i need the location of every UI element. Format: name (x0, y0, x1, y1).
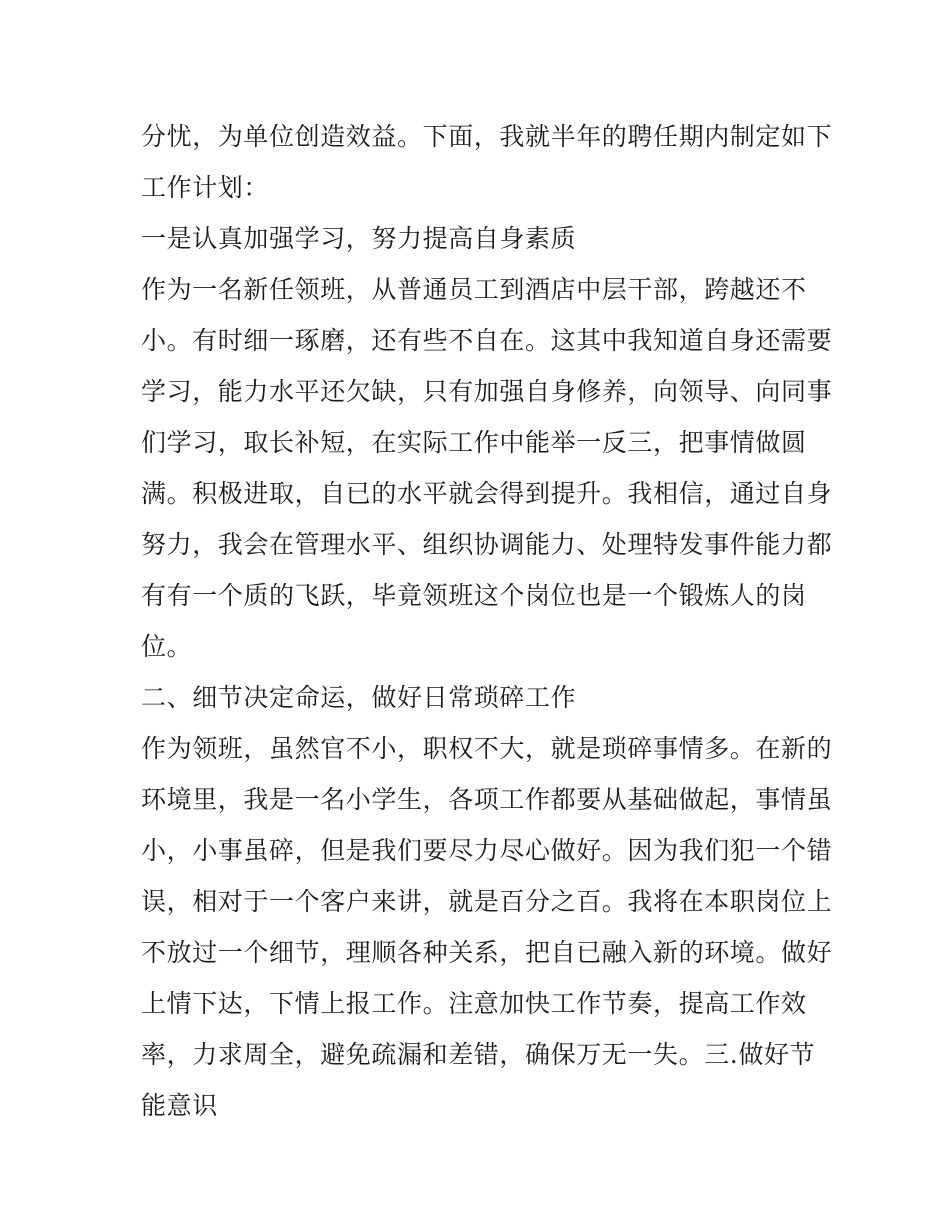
section-heading: 一是认真加强学习，努力提高自身素质 (141, 224, 577, 253)
text-line: 分忧，为单位创造效益。下面，我就半年的聘任期内制定如下 (141, 122, 833, 151)
text-line: 作为领班，虽然官不小，职权不大，就是琐碎事情多。在新的 (141, 734, 833, 763)
text-line: 位。 (141, 632, 193, 661)
text-line: 有有一个质的飞跃，毕竟领班这个岗位也是一个锻炼人的岗 (141, 581, 807, 610)
text-line: 不放过一个细节，理顺各种关系，把自已融入新的环境。做好 (141, 938, 833, 967)
text-line: 工作计划： (141, 173, 270, 202)
text-line: 能意识 (141, 1091, 218, 1120)
text-line: 环境里，我是一名小学生，各项工作都要从基础做起，事情虽 (141, 785, 833, 814)
text-line: 们学习，取长补短，在实际工作中能举一反三，把事情做圆 (141, 428, 807, 457)
text-line: 小，小事虽碎，但是我们要尽力尽心做好。因为我们犯一个错 (141, 836, 833, 865)
document-body (141, 111, 833, 1131)
text-line: 率，力求周全，避免疏漏和差错，确保万无一失。三.做好节 (141, 1040, 816, 1069)
text-line: 小。有时细一琢磨，还有些不自在。这其中我知道自身还需要 (141, 326, 833, 355)
text-line: 误，相对于一个客户来讲，就是百分之百。我将在本职岗位上 (141, 887, 833, 916)
text-line: 学习，能力水平还欠缺，只有加强自身修养，向领导、向同事 (141, 377, 833, 406)
text-line: 努力，我会在管理水平、组织协调能力、处理特发事件能力都 (141, 530, 833, 559)
text-line: 上情下达，下情上报工作。注意加快工作节奏，提高工作效 (141, 989, 807, 1018)
section-heading: 二、细节决定命运，做好日常琐碎工作 (141, 683, 577, 712)
text-line: 作为一名新任领班，从普通员工到酒店中层干部，跨越还不 (141, 275, 807, 304)
text-line: 满。积极进取，自已的水平就会得到提升。我相信，通过自身 (141, 479, 833, 508)
